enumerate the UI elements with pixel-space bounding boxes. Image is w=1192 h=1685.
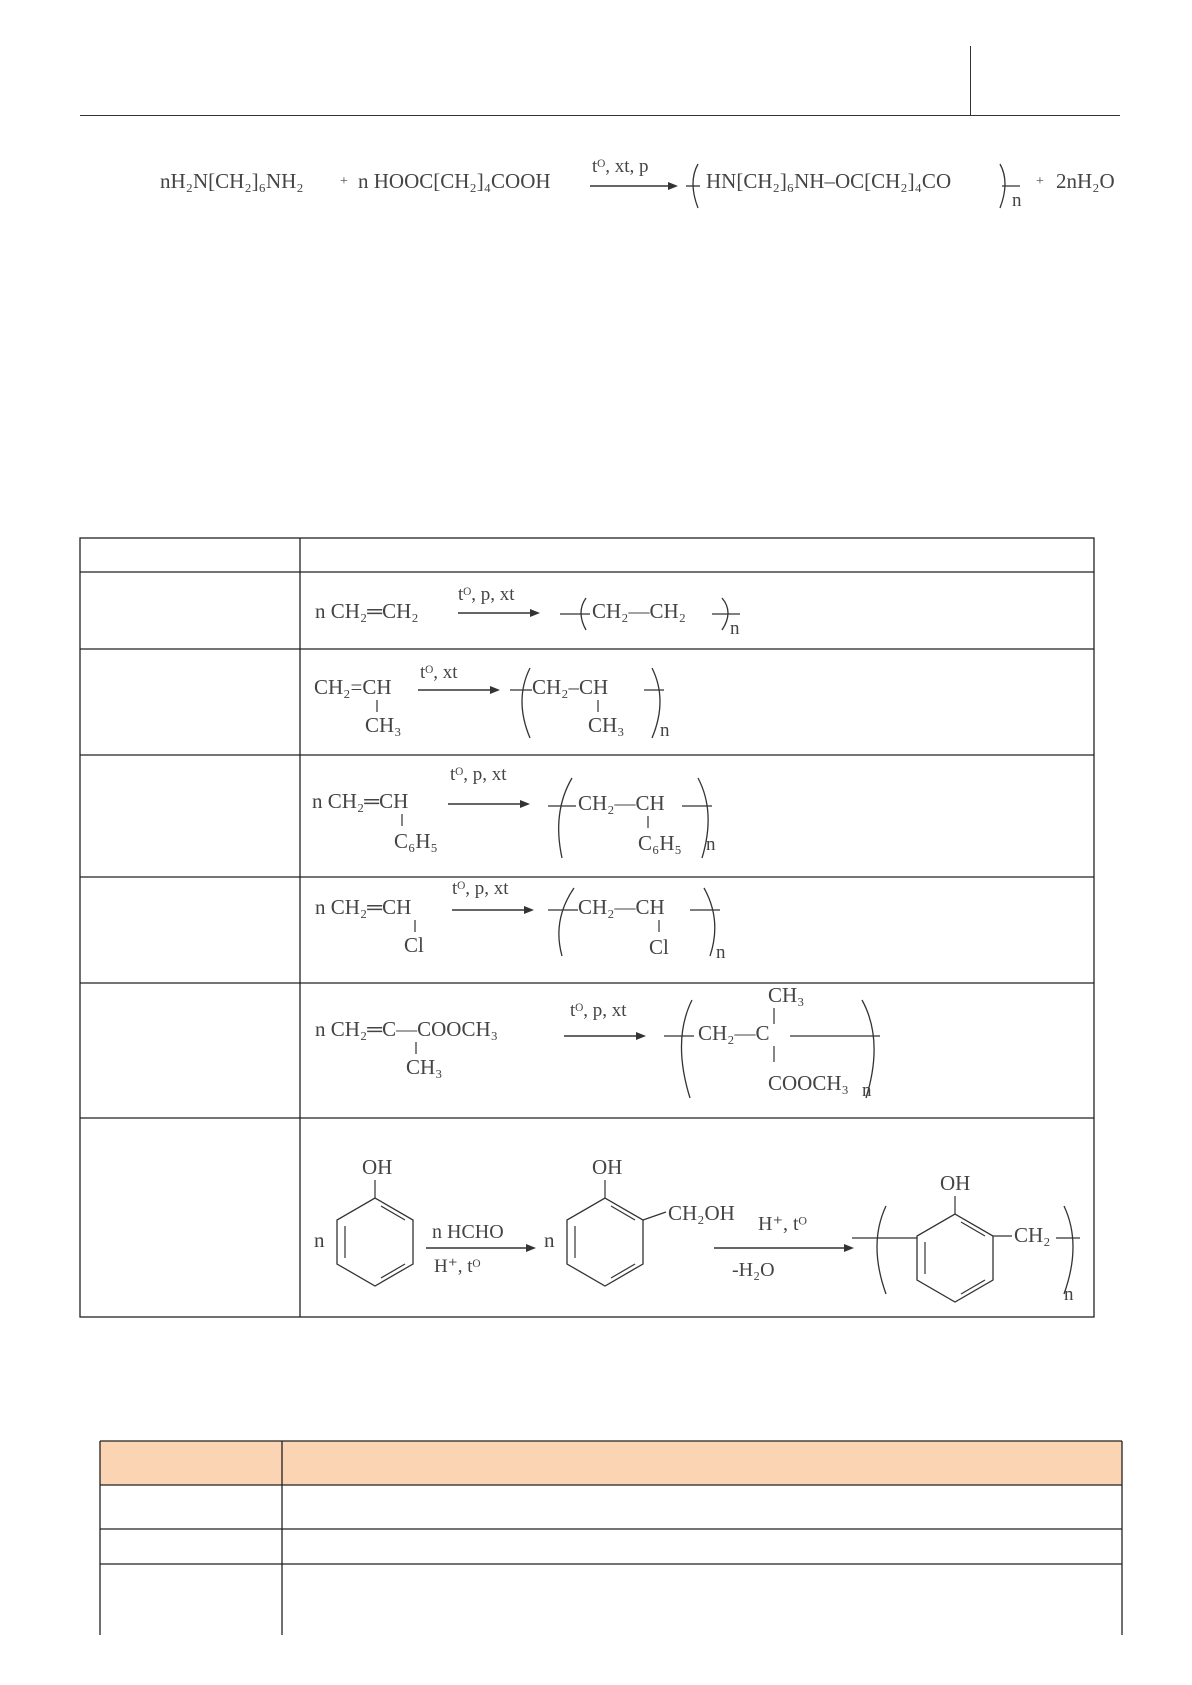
svg-text:tᴼ, p, xt: tᴼ, p, xt <box>450 764 507 785</box>
svg-text:n: n <box>862 1080 872 1101</box>
svg-text:CH₂—CH₂: CH₂—CH₂ <box>592 599 686 623</box>
svg-text:n: n <box>706 834 716 855</box>
svg-text:H⁺, tᴼ: H⁺, tᴼ <box>434 1256 481 1277</box>
svg-text:CH₂—CH: CH₂—CH <box>578 791 665 815</box>
svg-text:n: n <box>660 720 670 741</box>
svg-text:tᴼ, xt: tᴼ, xt <box>420 662 458 683</box>
svg-text:Cl: Cl <box>649 935 669 959</box>
svg-text:CH₃: CH₃ <box>406 1055 443 1079</box>
svg-text:H⁺, tᴼ: H⁺, tᴼ <box>758 1213 807 1235</box>
svg-text:CH₂–CH: CH₂–CH <box>532 675 609 699</box>
svg-text:COOCH₃: COOCH₃ <box>768 1071 849 1095</box>
svg-text:n CH₂═C—COOCH₃: n CH₂═C—COOCH₃ <box>315 1017 498 1041</box>
svg-text:C₆H₅: C₆H₅ <box>394 829 438 853</box>
svg-text:n: n <box>1064 1284 1074 1305</box>
svg-text:n CH₂═CH: n CH₂═CH <box>315 895 412 919</box>
reactant-diacid: n HOOC[CH₂]₄COOH <box>358 169 551 193</box>
plus-sign: + <box>1036 174 1044 189</box>
reaction-conditions: tᴼ, xt, p <box>592 156 649 177</box>
svg-text:tᴼ, p, xt: tᴼ, p, xt <box>570 1000 627 1021</box>
svg-text:OH: OH <box>592 1155 623 1179</box>
svg-text:CH₂—C: CH₂—C <box>698 1021 770 1045</box>
svg-text:CH₂=CH: CH₂=CH <box>314 675 392 699</box>
svg-text:n: n <box>544 1228 555 1252</box>
polyamide-product: HN[CH₂]₆NH–OC[CH₂]₄CO <box>706 169 952 193</box>
svg-text:CH₂: CH₂ <box>1014 1223 1051 1247</box>
plus-sign: + <box>340 174 348 189</box>
svg-text:n: n <box>730 618 740 639</box>
svg-text:CH₂OH: CH₂OH <box>668 1201 735 1225</box>
reactant-diamine: nH₂N[CH₂]₆NH₂ <box>160 169 304 193</box>
svg-text:n CH₂═CH₂: n CH₂═CH₂ <box>315 599 419 623</box>
svg-text:-H₂O: -H₂O <box>732 1259 775 1281</box>
svg-text:tᴼ, p, xt: tᴼ, p, xt <box>452 878 509 899</box>
svg-text:OH: OH <box>362 1155 393 1179</box>
svg-text:C₆H₅: C₆H₅ <box>638 831 682 855</box>
svg-text:n: n <box>314 1228 325 1252</box>
svg-text:CH₂—CH: CH₂—CH <box>578 895 665 919</box>
svg-text:CH₃: CH₃ <box>768 983 805 1007</box>
svg-text:n CH₂═CH: n CH₂═CH <box>312 789 409 813</box>
svg-text:CH₃: CH₃ <box>588 713 625 737</box>
svg-text:n HCHO: n HCHO <box>432 1221 504 1243</box>
product-subscript-n: n <box>1012 190 1022 211</box>
svg-text:CH₃: CH₃ <box>365 713 402 737</box>
svg-text:tᴼ, p, xt: tᴼ, p, xt <box>458 584 515 605</box>
svg-text:OH: OH <box>940 1171 971 1195</box>
water-byproduct: 2nH₂O <box>1056 169 1115 193</box>
svg-text:Cl: Cl <box>404 933 424 957</box>
svg-text:n: n <box>716 942 726 963</box>
